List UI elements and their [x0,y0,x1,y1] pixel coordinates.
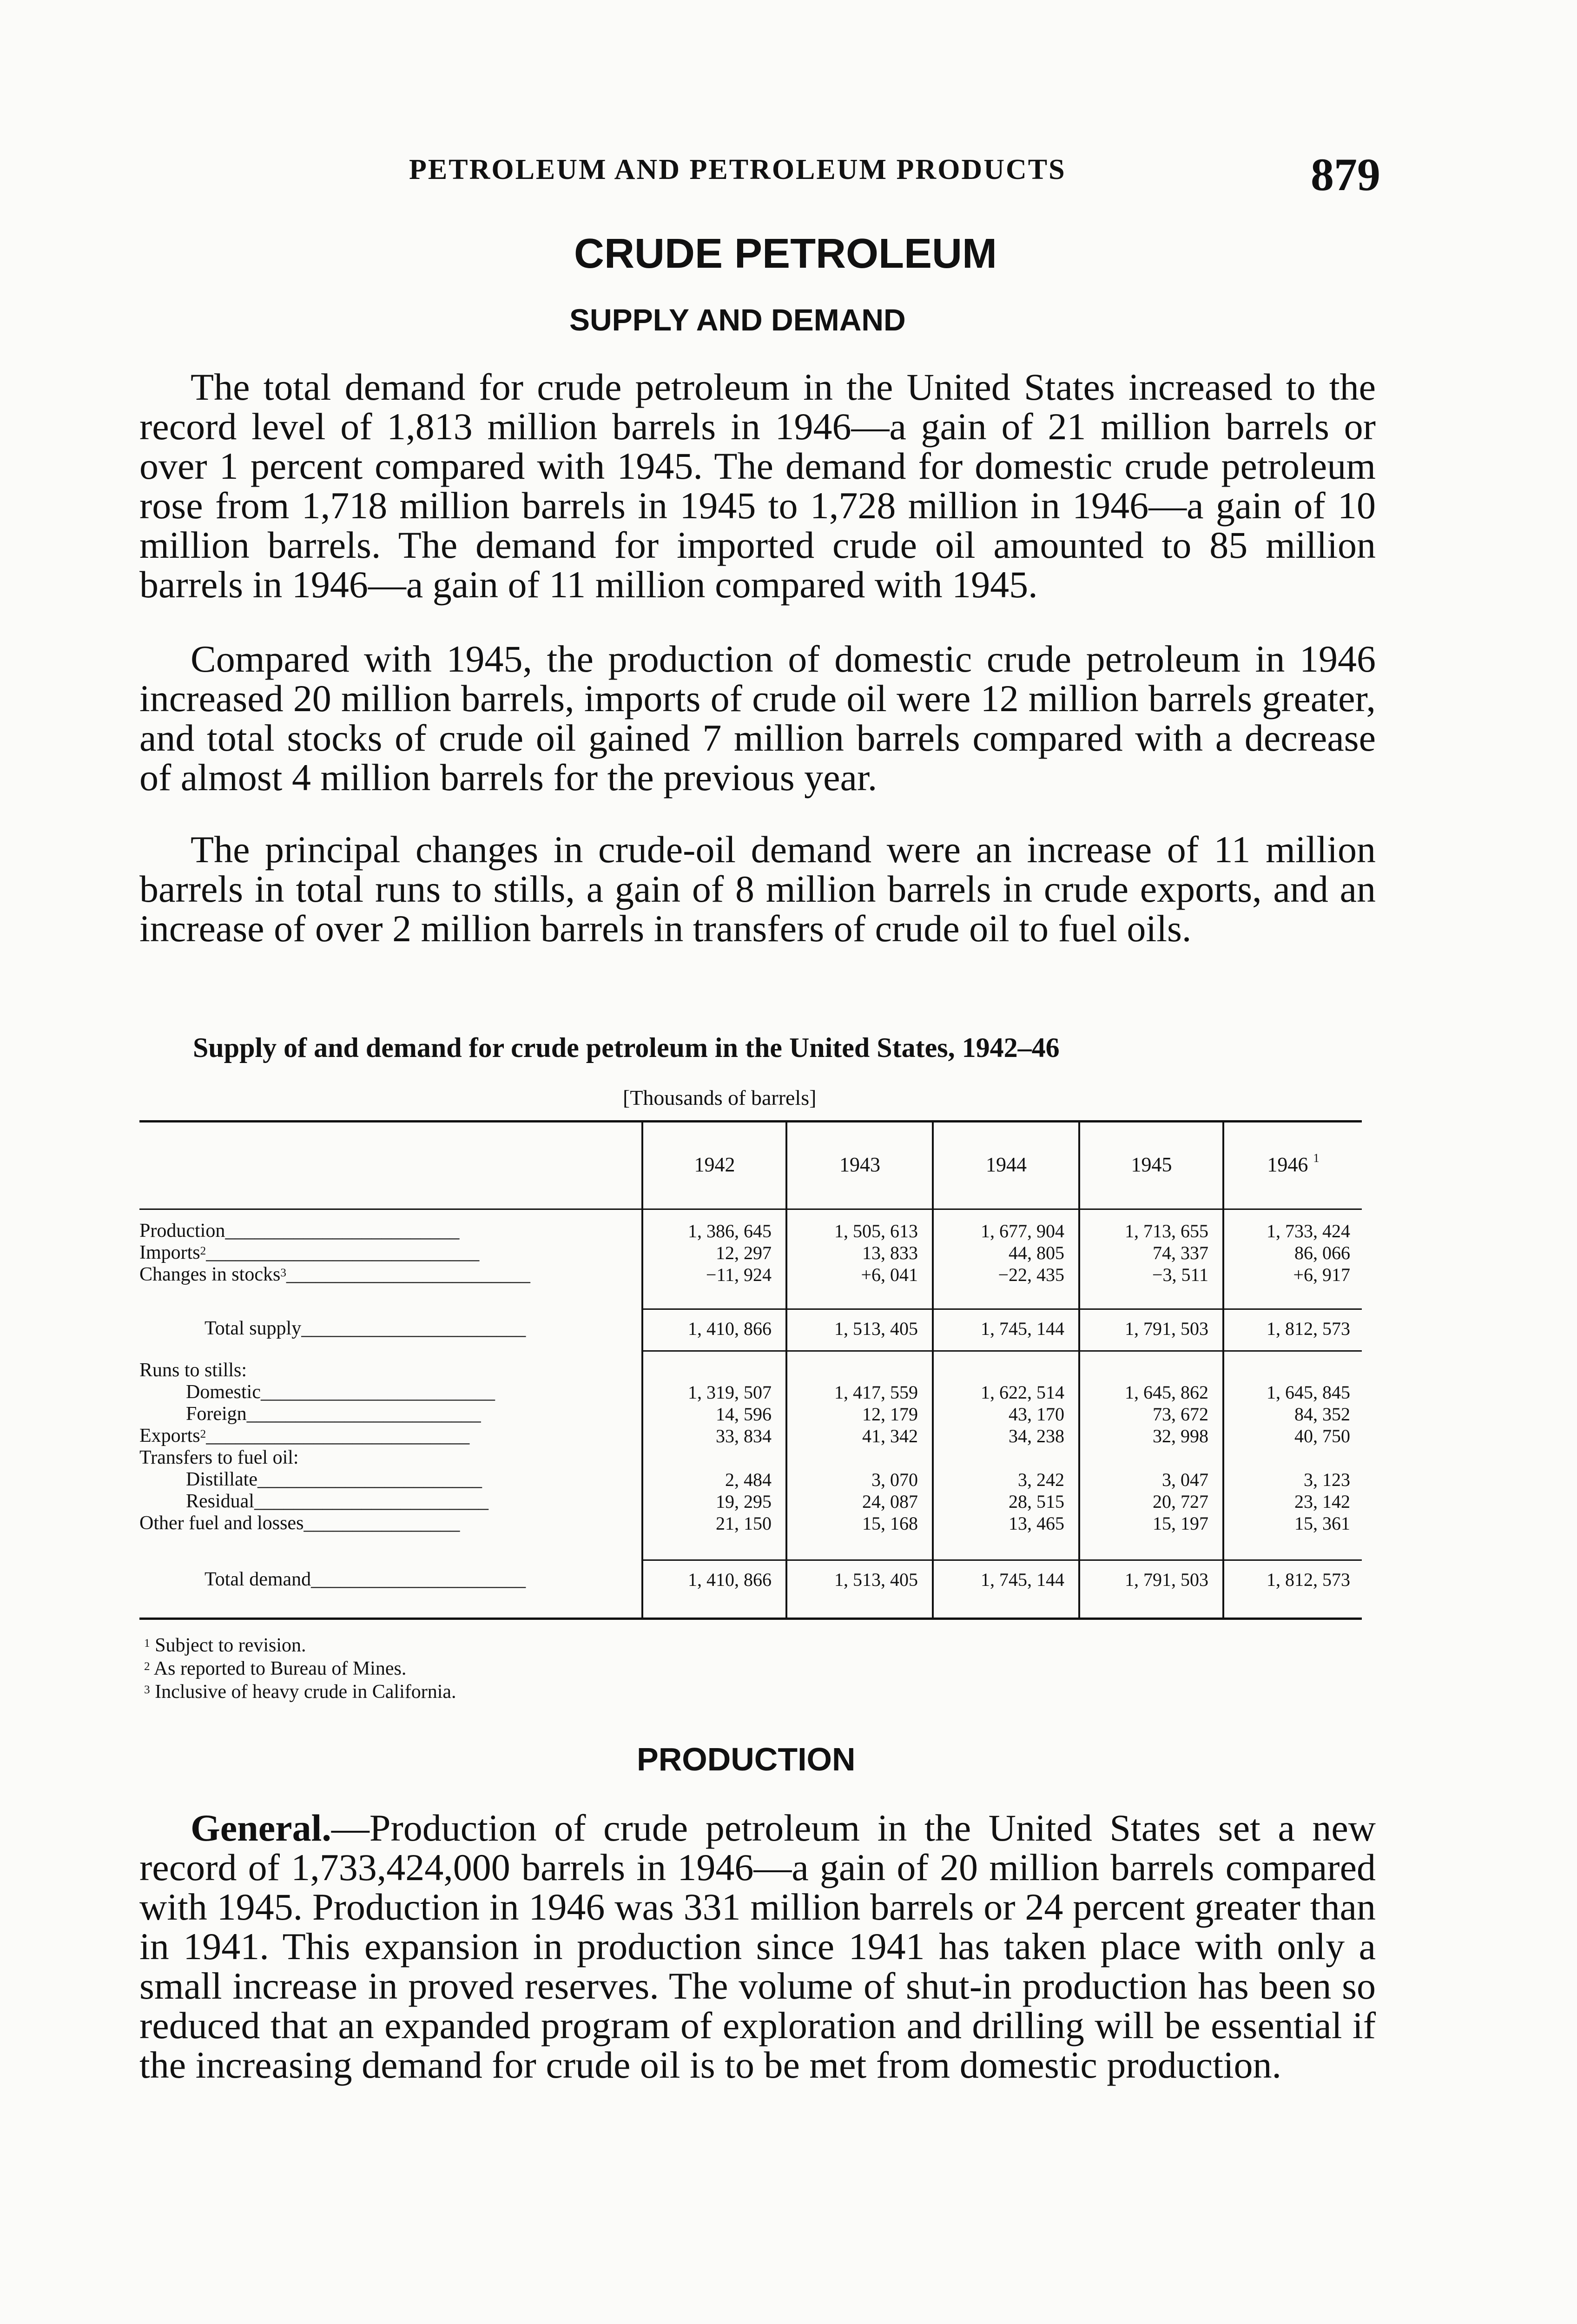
paragraph-general-text: —Production of crude petroleum in the United States set a new record of 1,733,424,000 barrels in 1946—a gain of 20 million barrels compared with 1945. Production in 1946 was 331 million barrels or 24 percent greater than in 1941. This expansion in production since 1941 has taken place with only a small increase in proved reserves. The volume of shut-in production has been so reduced that an expanded program of exploration and drilling will be essential if the increasing demand for crude oil is to be met from domestic production. [139,1807,1376,2086]
cell-distillate-1943: 3, 070 [871,1469,918,1490]
column-divider-5 [1222,1122,1224,1618]
footnote-2: $^2$ As reported to Bureau of Mines. [144,1658,407,1679]
column-divider-1 [641,1122,643,1618]
cell-residual-1946: 23, 142 [1294,1491,1350,1512]
cell-foreign-1946: 84, 352 [1294,1404,1350,1425]
table-title: Supply of and demand for crude petroleum in the United States, 1942–46 [193,1032,1060,1063]
total-supply-bottom-rule [641,1350,1362,1352]
footnote-1: $^1$ Subject to revision. [144,1635,306,1656]
paragraph-1 [139,367,1376,604]
paragraph-3 [139,830,1376,948]
paragraph-2 [139,639,1376,797]
row-label-exports: Exports$^2$___________________________ [139,1425,470,1446]
paragraph-general [139,1808,1376,2085]
row-label-total-supply: Total supply_______________________ [205,1318,526,1339]
cell-foreign-1944: 43, 170 [1009,1404,1064,1425]
cell-imports-1944: 44, 805 [1009,1242,1064,1263]
cell-residual-1945: 20, 727 [1153,1491,1208,1512]
cell-other-fuel-losses-1945: 15, 197 [1153,1513,1208,1534]
cell-residual-1944: 28, 515 [1009,1491,1064,1512]
row-label-residual: Residual________________________ [186,1491,488,1512]
cell-changes-in-stocks-1943: +6, 041 [861,1264,918,1285]
cell-exports-1943: 41, 342 [862,1426,918,1446]
subsection-heading-supply-demand: SUPPLY AND DEMAND [569,303,906,337]
cell-domestic-1944: 1, 622, 514 [981,1382,1064,1403]
row-label-total-demand: Total demand______________________ [205,1569,526,1590]
row-label-domestic: Domestic________________________ [186,1381,495,1403]
column-divider-3 [932,1122,934,1618]
row-label-distillate: Distillate_______________________ [186,1469,482,1490]
row-label-changes-in-stocks: Changes in stocks$^3$_________________________ [139,1264,530,1285]
cell-production-1945: 1, 713, 655 [1125,1221,1208,1241]
table-bottom-rule [139,1618,1362,1620]
cell-total-demand-1944: 1, 745, 144 [981,1569,1064,1590]
cell-foreign-1945: 73, 672 [1153,1404,1208,1425]
cell-domestic-1942: 1, 319, 507 [688,1382,772,1403]
cell-total-supply-1944: 1, 745, 144 [981,1318,1064,1339]
column-header-1944: 1944 [986,1153,1027,1176]
cell-exports-1944: 34, 238 [1009,1426,1064,1446]
row-label-other-fuel-and-losses: Other fuel and losses________________ [139,1512,460,1534]
column-divider-4 [1078,1122,1080,1618]
cell-domestic-1943: 1, 417, 559 [834,1382,918,1403]
column-header-1943: 1943 [839,1153,880,1176]
column-header-1946-year: 1946 [1267,1153,1308,1176]
cell-distillate-1945: 3, 047 [1162,1469,1208,1490]
cell-imports-1942: 12, 297 [716,1242,772,1263]
cell-changes-in-stocks-1944: −22, 435 [998,1264,1064,1285]
cell-total-demand-1946: 1, 812, 573 [1267,1569,1350,1590]
cell-production-1944: 1, 677, 904 [981,1221,1064,1241]
cell-imports-1945: 74, 337 [1153,1242,1208,1263]
subsection-heading-production: PRODUCTION [637,1741,856,1777]
cell-foreign-1943: 12, 179 [862,1404,918,1425]
cell-domestic-1946: 1, 645, 845 [1267,1382,1350,1403]
cell-distillate-1946: 3, 123 [1304,1469,1350,1490]
cell-production-1943: 1, 505, 613 [834,1221,918,1241]
table-subtitle: [Thousands of barrels] [623,1086,817,1109]
cell-foreign-1942: 14, 596 [716,1404,772,1425]
cell-exports-1946: 40, 750 [1294,1426,1350,1446]
page-number: 879 [1311,149,1380,200]
row-label-production: Production________________________ [139,1220,460,1241]
cell-changes-in-stocks-1945: −3, 511 [1152,1264,1208,1285]
column-header-1946 [1225,1153,1362,1176]
cell-exports-1945: 32, 998 [1153,1426,1208,1446]
cell-residual-1943: 24, 087 [862,1491,918,1512]
cell-total-supply-1946: 1, 812, 573 [1267,1318,1350,1339]
cell-domestic-1945: 1, 645, 862 [1125,1382,1208,1403]
run-in-heading-general: General. [191,1807,331,1849]
section-heading-crude-petroleum: CRUDE PETROLEUM [574,231,997,277]
column-header-1945: 1945 [1131,1153,1172,1176]
cell-imports-1946: 86, 066 [1294,1242,1350,1263]
paragraph-3-text: The principal changes in crude-oil demand were an increase of 11 million barrels in total runs to stills, a gain of 8 million barrels in crude exports, and an increase of over 2 million barrels in transfers of crude oil to fuel oils. [139,828,1376,950]
cell-production-1942: 1, 386, 645 [688,1221,772,1241]
cell-distillate-1944: 3, 242 [1018,1469,1064,1490]
cell-production-1946: 1, 733, 424 [1267,1221,1350,1241]
row-label-foreign: Foreign________________________ [186,1403,481,1425]
cell-total-supply-1945: 1, 791, 503 [1125,1318,1208,1339]
cell-other-fuel-losses-1942: 21, 150 [716,1513,772,1534]
cell-changes-in-stocks-1942: −11, 924 [706,1264,772,1285]
paragraph-1-text: The total demand for crude petroleum in the United States increased to the record level of 1,813 million barrels in 1946—a gain of 21 million barrels or over 1 percent compared with 1945. The demand for domestic crude petroleum rose from 1,718 million barrels in 1945 to 1,728 million in 1946—a gain of 10 million barrels. The demand for imported crude oil amounted to 85 million barrels in 1946—a gain of 11 million compared with 1945. [139,366,1376,606]
total-supply-top-rule [641,1308,1362,1310]
column-header-1942: 1942 [694,1153,735,1176]
row-label-runs-to-stills: Runs to stills: [139,1360,247,1381]
cell-total-supply-1942: 1, 410, 866 [688,1318,772,1339]
paragraph-2-text: Compared with 1945, the production of domestic crude petroleum in 1946 increased 20 million barrels, imports of crude oil were 12 million barrels greater, and total stocks of crude oil gained 7 million barrels compared with a decrease of almost 4 million barrels for the previous year. [139,638,1376,799]
footnote-3: $^3$ Inclusive of heavy crude in California. [144,1681,456,1703]
cell-total-demand-1942: 1, 410, 866 [688,1569,772,1590]
row-label-transfers-to-fuel-oil: Transfers to fuel oil: [139,1447,299,1468]
column-divider-2 [785,1122,787,1618]
cell-total-demand-1943: 1, 513, 405 [834,1569,918,1590]
cell-total-supply-1943: 1, 513, 405 [834,1318,918,1339]
cell-imports-1943: 13, 833 [862,1242,918,1263]
footnote-mark: 1 [1313,1151,1320,1165]
table-top-rule [139,1120,1362,1122]
running-head: PETROLEUM AND PETROLEUM PRODUCTS [409,154,1066,185]
cell-residual-1942: 19, 295 [716,1491,772,1512]
table-header-rule [139,1208,1362,1210]
cell-total-demand-1945: 1, 791, 503 [1125,1569,1208,1590]
cell-distillate-1942: 2, 484 [725,1469,772,1490]
cell-changes-in-stocks-1946: +6, 917 [1293,1264,1350,1285]
total-demand-top-rule [641,1559,1362,1561]
cell-other-fuel-losses-1944: 13, 465 [1009,1513,1064,1534]
cell-other-fuel-losses-1943: 15, 168 [862,1513,918,1534]
row-label-imports: Imports$^2$____________________________ [139,1242,480,1263]
cell-exports-1942: 33, 834 [716,1426,772,1446]
cell-other-fuel-losses-1946: 15, 361 [1294,1513,1350,1534]
